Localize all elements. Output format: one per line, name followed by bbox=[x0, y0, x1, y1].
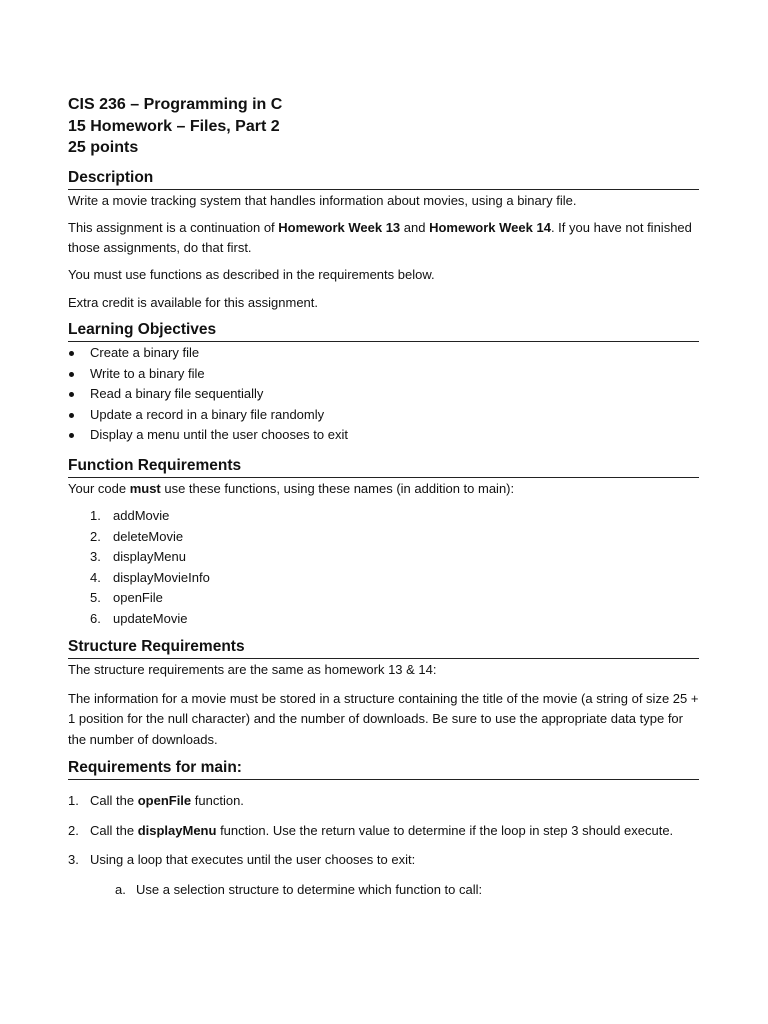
sub-step bbox=[68, 880, 699, 900]
function-name: addMovie bbox=[113, 508, 170, 523]
step-text: function. bbox=[191, 793, 244, 808]
list-item: Write to a binary file bbox=[68, 364, 699, 385]
list-number: 3. bbox=[68, 852, 79, 867]
list-item bbox=[68, 568, 699, 589]
homework-14-ref: Homework Week 14 bbox=[429, 220, 551, 235]
list-number: 1. bbox=[68, 793, 79, 808]
description-p2-and: and bbox=[400, 220, 430, 235]
objectives-list bbox=[68, 343, 699, 446]
function-name: displayMenu bbox=[113, 549, 186, 564]
list-item bbox=[68, 791, 699, 811]
function-name: displayMovieInfo bbox=[113, 569, 210, 585]
structure-paragraph-1: The structure requirements are the same as homework 13 & 14: bbox=[68, 662, 437, 677]
description-heading: Description bbox=[68, 168, 699, 190]
description-paragraph-1: Write a movie tracking system that handles information about movies, using a binary file. bbox=[68, 192, 577, 208]
description-p2-suffix: . If you have not finished those assignments, do that first. bbox=[68, 220, 692, 255]
list-letter: a. bbox=[115, 881, 126, 897]
list-item: Update a record in a binary file randomly bbox=[68, 405, 699, 426]
list-item: Display a menu until the user chooses to exit bbox=[68, 425, 699, 446]
function-requirements-heading: Function Requirements bbox=[68, 456, 699, 478]
objectives-heading: Learning Objectives bbox=[68, 320, 699, 342]
list-number: 6. bbox=[90, 610, 101, 626]
description-paragraph-2 bbox=[68, 218, 699, 257]
function-intro bbox=[68, 479, 699, 499]
sub-step-text: Use a selection structure to determine which function to call: bbox=[136, 881, 483, 897]
function-intro-prefix: Your code bbox=[68, 480, 130, 496]
step-text: Call the bbox=[90, 793, 138, 808]
function-list bbox=[68, 506, 699, 629]
list-item bbox=[68, 527, 699, 548]
main-requirements-heading: Requirements for main: bbox=[68, 758, 699, 780]
list-item: Create a binary file bbox=[68, 343, 699, 364]
main-steps-list bbox=[68, 791, 699, 870]
points-label: 25 points bbox=[68, 139, 139, 156]
function-name: deleteMovie bbox=[113, 528, 184, 544]
list-item bbox=[68, 506, 699, 527]
structure-requirements-heading: Structure Requirements bbox=[68, 637, 699, 659]
list-item bbox=[68, 821, 699, 841]
function-name: openFile bbox=[113, 590, 163, 605]
list-number: 4. bbox=[90, 569, 101, 585]
list-item bbox=[68, 547, 699, 568]
list-number: 1. bbox=[90, 508, 101, 523]
step-text: Using a loop that executes until the user chooses to exit: bbox=[90, 852, 416, 867]
assignment-title: 15 Homework – Files, Part 2 bbox=[68, 117, 280, 135]
list-number: 5. bbox=[90, 590, 101, 605]
function-intro-emphasis: must bbox=[129, 480, 161, 496]
homework-13-ref: Homework Week 13 bbox=[278, 220, 401, 235]
function-intro-suffix: use these functions, using these names (in addition to main): bbox=[160, 480, 515, 496]
function-name: updateMovie bbox=[113, 610, 188, 626]
step-function-name: openFile bbox=[137, 793, 192, 808]
description-paragraph-3: You must use functions as described in the requirements below. bbox=[68, 267, 435, 282]
structure-paragraph-2: The information for a movie must be stored in a structure containing the title of the movie (a string of size 25 + 1 position for the null character) and the number of downloads. Be sure to use the appropriate data type for the number of downloads. bbox=[68, 690, 699, 747]
list-item bbox=[68, 588, 699, 609]
list-item bbox=[68, 850, 699, 870]
list-number: 2. bbox=[90, 528, 101, 544]
course-title: CIS 236 – Programming in C bbox=[68, 96, 283, 113]
list-number: 3. bbox=[90, 549, 101, 564]
step-text: function. Use the return value to determine if the loop in step 3 should execute. bbox=[216, 822, 674, 838]
description-p2-prefix: This assignment is a continuation of bbox=[68, 220, 279, 235]
description-paragraph-4: Extra credit is available for this assignment. bbox=[68, 294, 318, 310]
list-number: 2. bbox=[68, 822, 79, 838]
document-content bbox=[68, 94, 699, 899]
step-text: Call the bbox=[90, 822, 138, 838]
list-item: Read a binary file sequentially bbox=[68, 384, 699, 405]
list-item bbox=[68, 609, 699, 630]
step-function-name: displayMenu bbox=[137, 822, 217, 838]
